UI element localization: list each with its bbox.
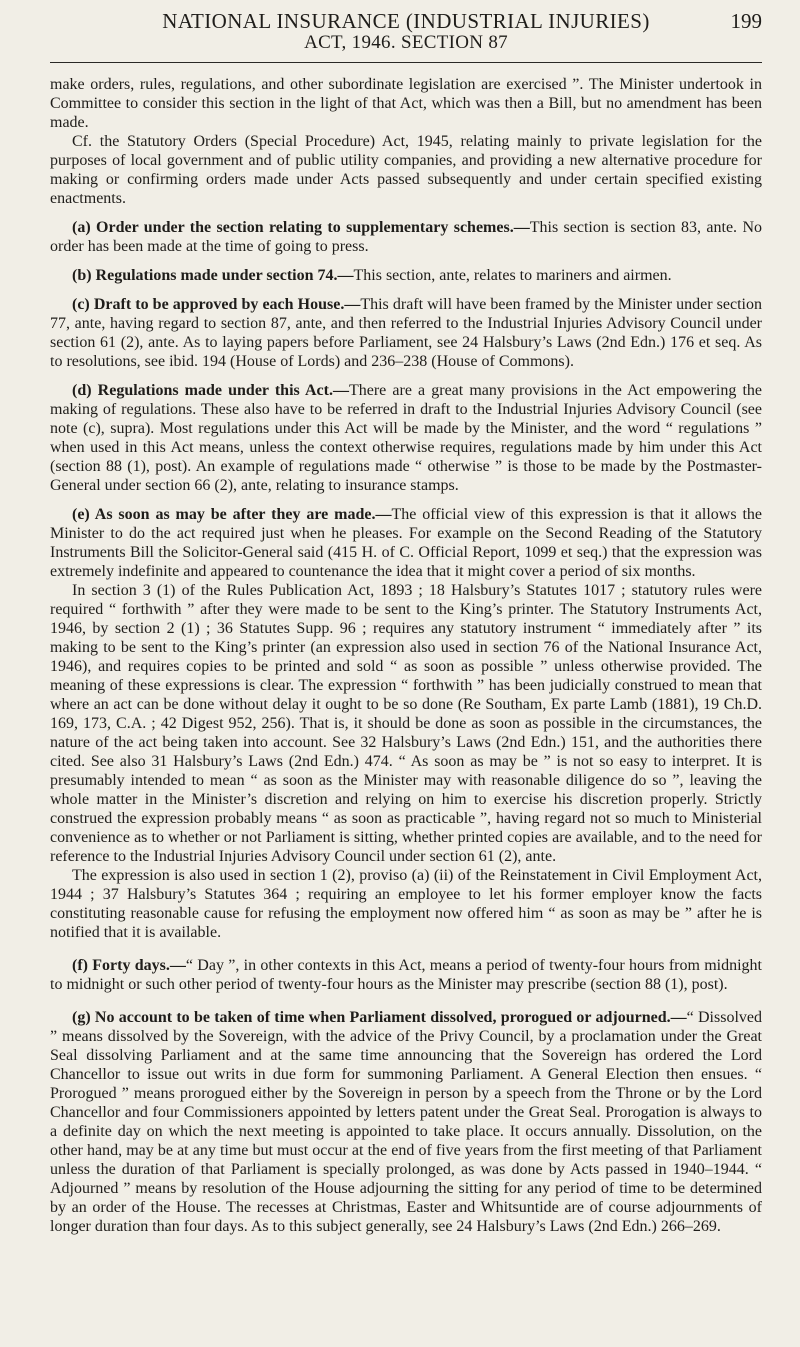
- header-rule: [50, 62, 762, 63]
- header-title: NATIONAL INSURANCE (INDUSTRIAL INJURIES): [162, 9, 650, 33]
- note-d: (d) Regulations made under this Act.—There are a great many provisions in the Act empowering the making of regulations. These also have to be referred in draft to the Industrial Injuries Advisory Council (see note (c), supra). Most regulations under this Act will be made by the Minister, and the word “ regulations ” when used in this Act means, unless the context otherwise requires, regulations made by him under this Act (section 88 (1), post). An example of regulations made “ otherwise ” is those to be made by the Postmaster-General under section 66 (2), ante, relating to insurance stamps.: [50, 382, 762, 494]
- note-b: (b) Regulations made under section 74.—This section, ante, relates to mariners and airmen.: [72, 267, 672, 284]
- paragraph: Cf. the Statutory Orders (Special Procedure) Act, 1945, relating mainly to private legislation for the purposes of local government and of public utility companies, and providing a new alternative procedure for making or confirming orders made under Acts passed subsequently and under certain specified existing enactments.: [50, 133, 762, 207]
- note-e: (e) As soon as may be after they are made.—The official view of this expression is that it allows the Minister to do the act required just when he pleases. For example on the Second Reading of the Statutory Instruments Bill the Solicitor-General said (415 H. of C. Official Report, 1099 et seq.) that the expression was extremely indefinite and appeared to countenance the idea that it might cover a period of six months.: [50, 506, 762, 580]
- page-number: 199: [730, 9, 762, 33]
- note-g: (g) No account to be taken of time when Parliament dissolved, prorogued or adjourned.—“ Dissolved ” means dissolved by the Sovereign, with the advice of the Privy Council, by a proclamation under the Great Seal dissolving Parliament and at the same time announcing that the Sovereign has ordered the Lord Chancellor to issue out writs in due form for summoning Parliament. A General Election then ensues. “ Prorogued ” means prorogued either by the Sovereign in person by a speech from the Throne or by the Lord Chancellor and four Commissioners appointed by letters patent under the Great Seal. Prorogation is always to a definite day on which the next meeting is appointed to take place. It occurs annually. Dissolution, on the other hand, may be at any time but must occur at the end of five years from the first meeting of that Parliament unless the duration of that Parliament is specially prolonged, as was done by Acts passed in 1940–1944. “ Adjourned ” means by resolution of the House adjourning the sitting for any period of time to be determined by an order of the House. The recesses at Christmas, Easter and Whitsuntide are of course adjournments of longer duration than four days. As to this subject generally, see 24 Halsbury’s Laws (2nd Edn.) 266–269.: [50, 1009, 762, 1235]
- paragraph: In section 3 (1) of the Rules Publication Act, 1893 ; 18 Halsbury’s Statutes 1017 ; statutory rules were required “ forthwith ” after they were made to be sent to the King’s printer. The Statutory Instruments Act, 1946, by section 2 (1) ; 36 Statutes Supp. 96 ; requires any statutory instrument “ immediately after ” its making to be sent to the King’s printer (an expression also used in section 76 of the National Insurance Act, 1946), and requires copies to be printed and sold “ as soon as possible ” unless otherwise provided. The meaning of these expressions is clear. The expression “ forthwith ” has been judicially construed to mean that where an act can be done without delay it ought to be so done (Re Southam, Ex parte Lamb (1881), 19 Ch.D. 169, 173, C.A. ; 42 Digest 952, 256). That is, it should be done as soon as possible in the circumstances, the nature of the act being taken into account. See 32 Halsbury’s Laws (2nd Edn.) 151, and the authorities there cited. See also 31 Halsbury’s Laws (2nd Edn.) 474. “ As soon as may be ” is not so easy to interpret. It is presumably intended to mean “ as soon as the Minister may with reasonable diligence do so ”, leaving the whole matter in the Minister’s discretion and relying on him to exercise his discretion properly. Strictly construed the expression probably means “ as soon as practicable ”, having regard not so much to Ministerial convenience as to whether or not Parliament is sitting, whether printed copies are available, and to the need for reference to the Industrial Injuries Advisory Council under section 61 (2), ante.: [50, 582, 762, 865]
- paragraph: The expression is also used in section 1 (2), proviso (a) (ii) of the Reinstatement in Civil Employment Act, 1944 ; 37 Halsbury’s Statutes 364 ; requiring an employee to let his former employer know the facts constituting reasonable cause for refusing the employment now offered him “ as soon as may be ” after he is notified that it is available.: [50, 867, 762, 941]
- page-body: [50, 75, 762, 1236]
- note-c: (c) Draft to be approved by each House.—This draft will have been framed by the Minister under section 77, ante, having regard to section 87, ante, and then referred to the Industrial Injuries Advisory Council under section 61 (2), ante. As to laying papers before Parliament, see 24 Halsbury’s Laws (2nd Edn.) 176 et seq. As to resolutions, see ibid. 194 (House of Lords) and 236–238 (House of Commons).: [50, 296, 763, 370]
- running-header: [50, 10, 762, 58]
- note-f: (f) Forty days.—“ Day ”, in other contexts in this Act, means a period of twenty-four hours from midnight to midnight or such other period of twenty-four hours as the Minister may prescribe (section 88 (1), post).: [50, 957, 763, 993]
- header-subtitle: ACT, 1946. SECTION 87: [304, 32, 508, 53]
- note-a: (a) Order under the section relating to supplementary schemes.—This section is section 83, ante. No order has been made at the time of going to press.: [50, 219, 762, 255]
- paragraph: make orders, rules, regulations, and other subordinate legislation are exercised ”. The Minister undertook in Committee to consider this section in the light of that Act, which was then a Bill, but no amendment has been made.: [50, 76, 762, 131]
